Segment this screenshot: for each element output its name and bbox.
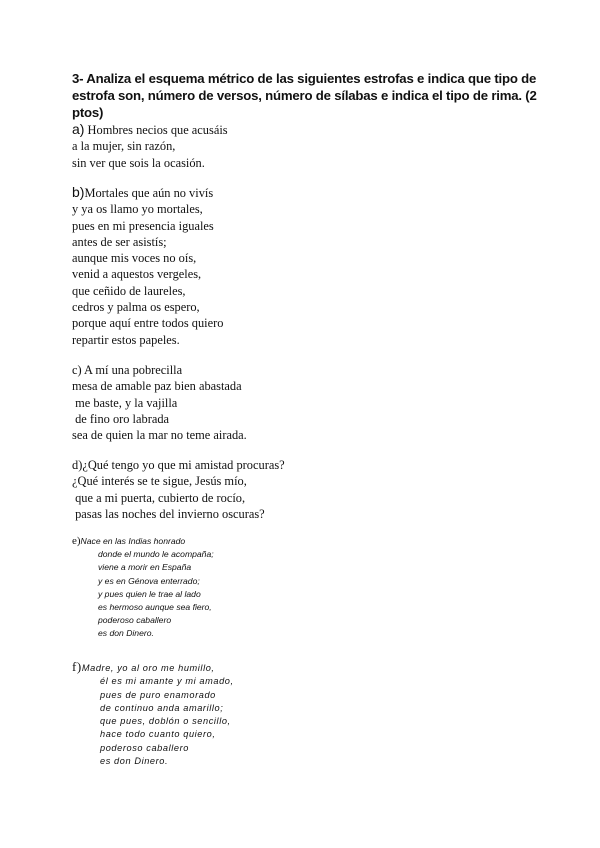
verse-line: porque aquí entre todos quiero (72, 316, 224, 331)
verse-line: es hermoso aunque sea fiero, (98, 602, 212, 613)
stanza-b (72, 184, 223, 348)
verse-line: que pues, doblón o sencillo, (100, 716, 231, 727)
verse-line: y ya os llamo yo mortales, (72, 202, 203, 217)
verse-line: que a mi puerta, cubierto de rocío, (72, 490, 246, 505)
stanza-d (72, 457, 285, 522)
stanza-label: b) (72, 184, 85, 200)
verse-line: ¿Qué interés se te sigue, Jesús mío, (72, 474, 247, 489)
verse-line: mesa de amable paz bien abastada (72, 379, 242, 394)
verse-line: sin ver que sois la ocasión. (72, 155, 205, 170)
verse-line: es don Dinero. (100, 756, 169, 767)
verse-line: que ceñido de laureles, (72, 283, 186, 298)
verse-line: él es mi amante y mi amado, (100, 676, 234, 687)
verse-line: aunque mis voces no oís, (72, 251, 197, 266)
stanza-a (72, 121, 228, 171)
verse-line: es don Dinero. (98, 628, 154, 639)
verse-line: hace todo cuanto quiero, (100, 729, 216, 740)
verse-line: pues de puro enamorado (100, 689, 216, 700)
verse-line: c) A mí una pobrecilla (72, 363, 183, 377)
verse-line: sea de quien la mar no teme airada. (72, 428, 247, 443)
verse-line: venid a aquestos vergeles, (72, 267, 202, 282)
verse-line: a la mujer, sin razón, (72, 139, 176, 154)
verse-line: de fino oro labrada (72, 411, 170, 426)
verse-line: a) Hombres necios que acusáis (72, 121, 228, 137)
verse-line: e)Nace en las Indias honrado (72, 535, 186, 547)
verse-line: y pues quien le trae al lado (98, 588, 201, 599)
stanza-f (72, 660, 234, 768)
verse-line: pasas las noches del invierno oscuras? (72, 506, 265, 521)
verse-line: poderoso caballero (100, 742, 189, 753)
verse-line: de continuo anda amarillo; (100, 702, 224, 713)
stanza-c (72, 362, 247, 443)
stanza-label: f) (72, 659, 82, 674)
stanza-label: e) (72, 535, 81, 547)
verse-line: repartir estos papeles. (72, 332, 180, 347)
verse-line: pues en mi presencia iguales (72, 218, 214, 233)
exercise-heading: 3- Analiza el esquema métrico de las siguientes estrofas e indica que tipo de estrofa son, número de versos, número de sílabas e indica el tipo de rima. (2 ptos) (72, 71, 537, 120)
stanza-e (72, 535, 214, 641)
verse-line: me baste, y la vajilla (72, 395, 178, 410)
verse-line: donde el mundo le acompaña; (98, 549, 214, 560)
verse-line: d)¿Qué tengo yo que mi amistad procuras? (72, 458, 285, 472)
verse-line: antes de ser asistís; (72, 234, 167, 249)
verse-line: viene a morir en España (98, 562, 192, 573)
verse-line: y es en Génova enterrado; (98, 575, 200, 586)
verse-line: cedros y palma os espero, (72, 300, 200, 315)
verse-line: f)Madre, yo al oro me humillo, (72, 659, 215, 674)
verse-line: poderoso caballero (98, 615, 172, 626)
verse-line: b)Mortales que aún no vivís (72, 184, 214, 200)
stanza-label: a) (72, 121, 85, 137)
